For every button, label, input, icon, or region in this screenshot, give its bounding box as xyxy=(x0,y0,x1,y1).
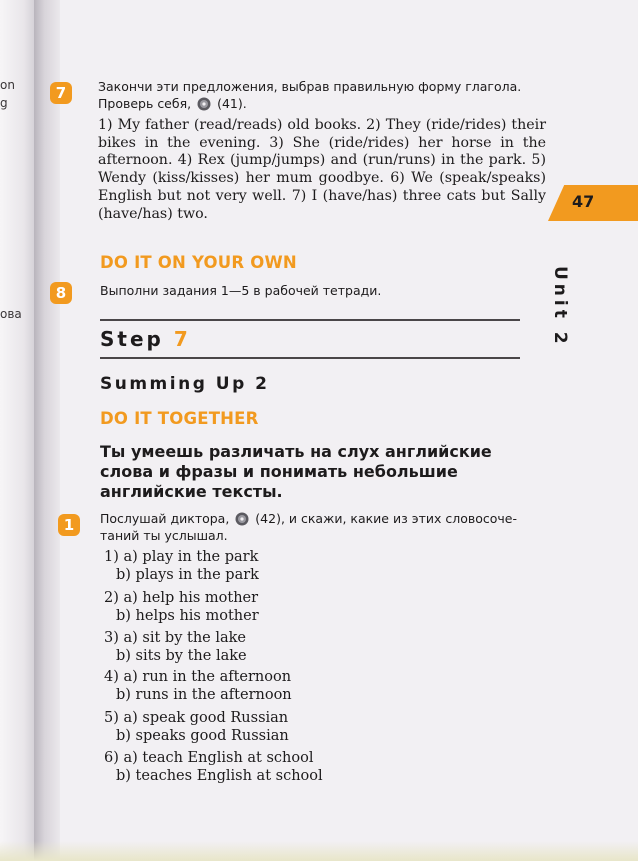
listen-instruction-rest: (42), и скажи, какие из этих словосоче- xyxy=(255,511,517,526)
phrase-option-b: b) plays in the park xyxy=(116,567,259,583)
check-yourself-label: Проверь себя, xyxy=(98,96,192,111)
option-a-text: a) sit by the lake xyxy=(123,630,247,646)
summary-text xyxy=(100,442,530,502)
step-bottom-rule xyxy=(100,357,520,359)
option-a-text: a) play in the park xyxy=(123,549,259,565)
exercise-1-badge: 1 xyxy=(58,514,80,536)
phrase-option-b: b) sits by the lake xyxy=(116,648,247,664)
exercise-7-instruction-line-2 xyxy=(98,95,521,112)
left-fragment: ова xyxy=(0,307,22,321)
left-fragment: g xyxy=(0,96,8,110)
phrase-option-b: b) speaks good Russian xyxy=(116,728,289,744)
audio-track-ref: (41). xyxy=(217,96,247,111)
unit-label: Unit 2 xyxy=(550,266,570,348)
phrase-pair xyxy=(104,709,404,745)
pair-number: 2) xyxy=(104,590,119,606)
page-number: 47 xyxy=(572,192,595,211)
pair-number: 5) xyxy=(104,710,119,726)
step-title xyxy=(100,327,191,351)
pair-number: 1) xyxy=(104,549,119,565)
audio-disc-icon[interactable] xyxy=(197,97,211,111)
summary-line: английские тексты. xyxy=(100,482,283,501)
option-a-text: a) run in the afternoon xyxy=(123,669,292,685)
phrase-pair xyxy=(104,749,404,785)
summary-line: слова и фразы и понимать небольшие xyxy=(100,462,458,481)
phrase-option-a xyxy=(104,629,404,647)
pair-number: 3) xyxy=(104,630,119,646)
pair-number: 6) xyxy=(104,750,119,766)
phrase-option-a xyxy=(104,668,404,686)
do-it-together-heading: DO IT TOGETHER xyxy=(100,409,259,428)
listen-label: Послушай диктора, xyxy=(100,511,230,526)
option-a-text: a) speak good Russian xyxy=(123,710,289,726)
audio-disc-icon[interactable] xyxy=(235,512,249,526)
phrase-option-b: b) teaches English at school xyxy=(116,768,323,784)
exercise-8-badge: 8 xyxy=(50,282,72,304)
exercise-1-instruction-line-1 xyxy=(100,510,517,527)
phrase-option-a xyxy=(104,709,404,727)
previous-page-edge xyxy=(0,0,34,861)
exercise-7-badge: 7 xyxy=(50,82,72,104)
exercise-7-instruction-line-1: Закончи эти предложения, выбрав правильную форму глагола. xyxy=(98,79,522,94)
phrase-option-a xyxy=(104,589,404,607)
phrase-option-b: b) helps his mother xyxy=(116,608,259,624)
summing-up-title: Summing Up 2 xyxy=(100,374,270,394)
step-top-rule xyxy=(100,319,520,321)
phrase-pair xyxy=(104,589,404,625)
phrase-pair xyxy=(104,668,404,704)
option-a-text: a) help his mother xyxy=(123,590,259,606)
do-it-on-your-own-heading: DO IT ON YOUR OWN xyxy=(100,253,297,272)
exercise-7-instruction xyxy=(98,78,521,112)
step-word: Step xyxy=(100,327,164,351)
summary-line: Ты умеешь различать на слух английские xyxy=(100,442,492,461)
option-a-text: a) teach English at school xyxy=(123,750,314,766)
pair-number: 4) xyxy=(104,669,119,685)
left-fragment: on xyxy=(0,78,15,92)
phrase-option-a xyxy=(104,749,404,767)
page-bottom-edge xyxy=(0,841,638,861)
exercise-1-instruction-line-2: таний ты услышал. xyxy=(100,528,228,543)
exercise-1-instruction xyxy=(100,510,517,544)
phrase-option-b: b) runs in the afternoon xyxy=(116,687,292,703)
step-number: 7 xyxy=(173,327,191,351)
phrase-pair xyxy=(104,629,404,665)
book-gutter xyxy=(34,0,60,861)
phrase-pair xyxy=(104,548,404,584)
exercise-7-text: 1) My father (read/reads) old books. 2) They (ride/rides) their bikes in the evening. 3) She (ride/rides) her horse in the afternoon. 4) Rex (jump/jumps) and (run/runs) in the park. 5) Wendy (kiss/kisses) her mum goodbye. 6) We (speak/speaks) English but not very well. 7) I (have/has) three cats but Sally (have/has) two. xyxy=(98,117,546,222)
exercise-8-instruction: Выполни задания 1—5 в рабочей тетради. xyxy=(100,283,382,298)
phrase-option-a xyxy=(104,548,404,566)
